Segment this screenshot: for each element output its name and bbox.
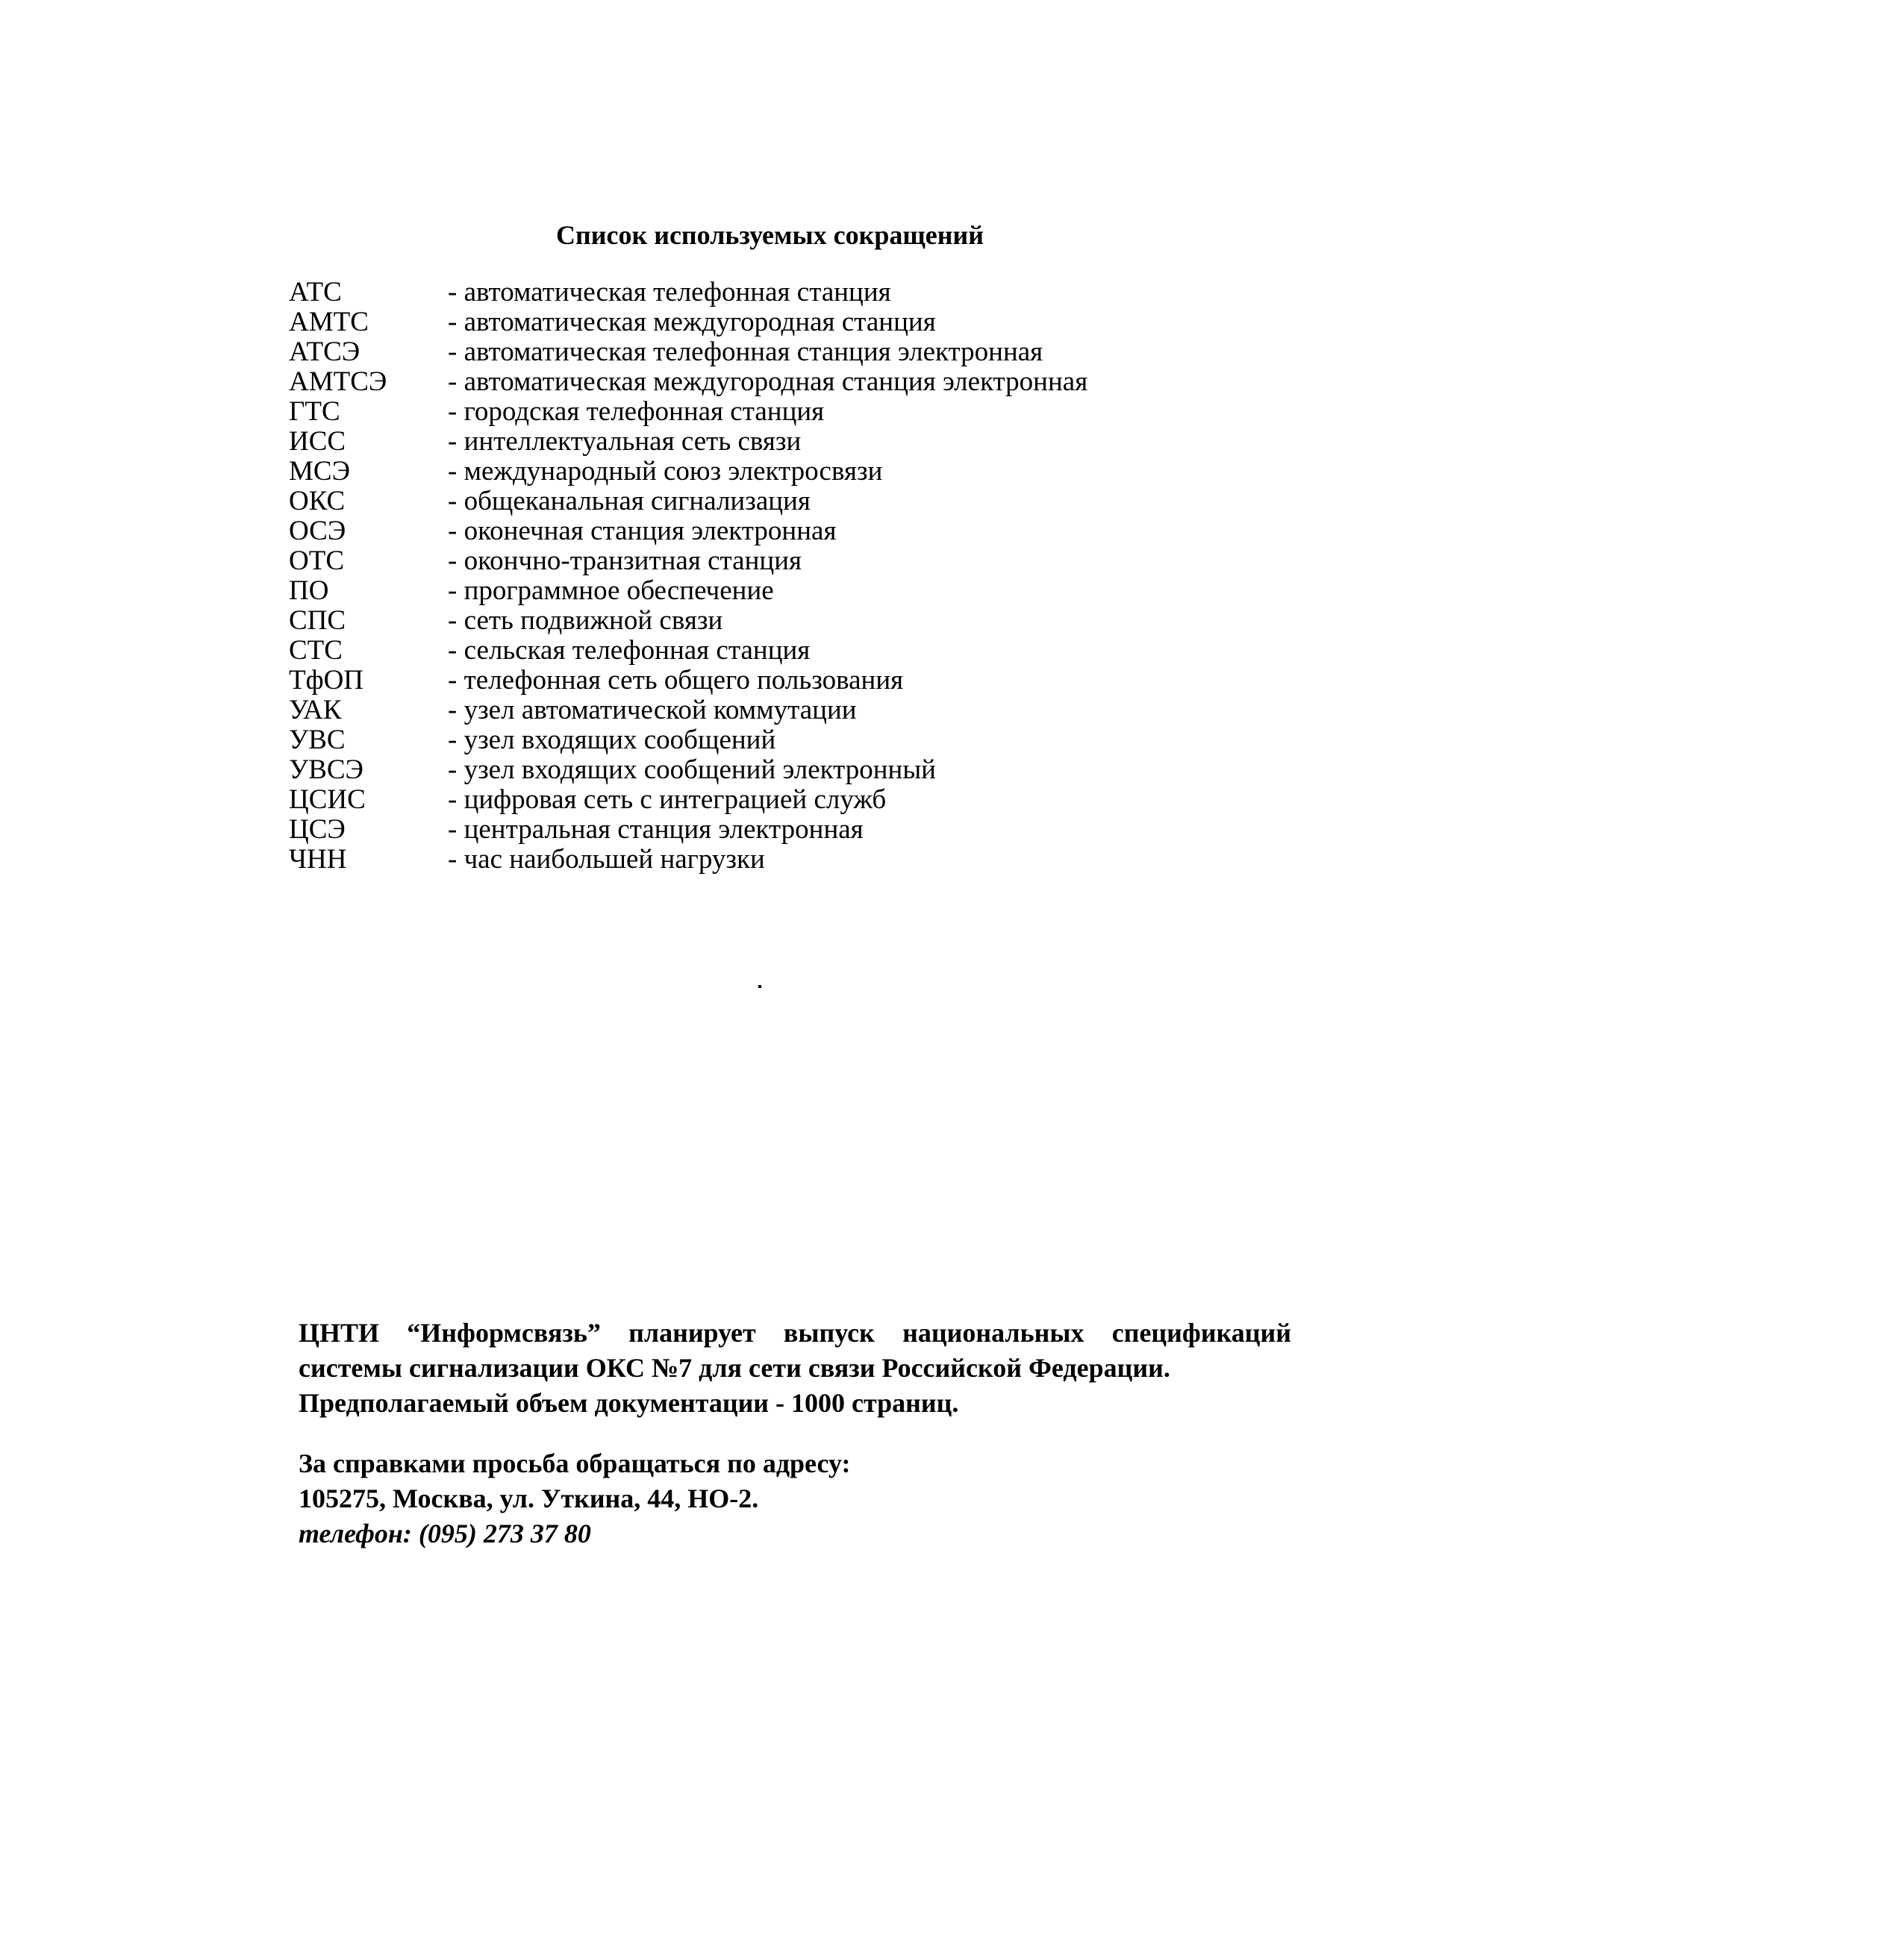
abbreviation-code: ТфОП (289, 665, 364, 695)
abbreviation-code: УВСЭ (289, 754, 363, 785)
abbreviation-code: ПО (289, 575, 329, 606)
list-item (289, 725, 1259, 755)
abbreviation-code: СПС (289, 605, 346, 636)
abbreviation-code: ОКС (289, 486, 346, 516)
abbreviation-definition: - городская телефонная станция (448, 396, 825, 427)
abbreviation-code: ЧНН (289, 844, 347, 875)
abbreviation-definition: - окончно-транзитная станция (448, 546, 802, 576)
abbreviation-definition: - автоматическая телефонная станция (448, 277, 891, 307)
notice-line: системы сигнализации ОКС №7 для сети связи Российской Федерации. (299, 1353, 1170, 1383)
abbreviation-code: ОСЭ (289, 516, 346, 546)
list-item (289, 636, 1259, 666)
abbreviation-definition: - автоматическая телефонная станция электронная (448, 337, 1043, 367)
abbreviation-code: УАК (289, 695, 342, 725)
list-item (289, 487, 1259, 516)
abbreviation-list (289, 278, 1259, 875)
abbreviation-definition: - сельская телефонная станция (448, 635, 811, 666)
abbreviation-code: ЦСИС (289, 784, 366, 815)
contact-line: За справками просьба обращаться по адресу: (299, 1448, 851, 1478)
abbreviation-definition: - международный союз электросвязи (448, 456, 883, 487)
publication-notice (299, 1316, 1291, 1421)
abbreviation-code: АТС (289, 277, 342, 307)
abbreviation-code: АМТС (289, 307, 369, 337)
notice-line: ЦНТИ “Информсвязь” планирует выпуск национальных спецификаций (299, 1318, 1291, 1348)
list-item (289, 397, 1259, 427)
abbreviation-definition: - узел входящих сообщений (448, 725, 776, 755)
notice-line: Предполагаемый объем документации - 1000 страниц. (299, 1388, 959, 1418)
abbreviation-definition: - цифровая сеть с интеграцией служб (448, 784, 887, 815)
list-item (289, 457, 1259, 487)
abbreviation-definition: - интеллектуальная сеть связи (448, 426, 802, 457)
list-item (289, 845, 1259, 875)
list-item (289, 785, 1259, 815)
list-item (289, 516, 1259, 546)
list-item (289, 695, 1259, 725)
abbreviation-code: ИСС (289, 426, 346, 457)
abbreviation-definition: - автоматическая междугородная станция электронная (448, 366, 1088, 397)
contact-address: 105275, Москва, ул. Уткина, 44, НО-2. (299, 1484, 759, 1513)
page-title: Список используемых сокращений (556, 220, 984, 250)
abbreviation-definition: - оконечная станция электронная (448, 516, 837, 546)
abbreviation-code: ГТС (289, 396, 340, 427)
list-item (289, 367, 1259, 397)
abbreviation-code: ЦСЭ (289, 814, 346, 845)
list-item (289, 576, 1259, 606)
abbreviation-code: МСЭ (289, 456, 351, 487)
abbreviation-definition: - общеканальная сигнализация (448, 486, 811, 516)
list-item (289, 606, 1259, 636)
abbreviation-definition: - автоматическая междугородная станция (448, 307, 936, 337)
abbreviation-code: УВС (289, 725, 346, 755)
abbreviation-definition: - телефонная сеть общего пользования (448, 665, 904, 695)
abbreviation-definition: - час наибольшей нагрузки (448, 844, 765, 875)
abbreviation-code: СТС (289, 635, 343, 666)
list-item (289, 278, 1259, 307)
abbreviation-definition: - сеть подвижной связи (448, 605, 723, 636)
contact-phone: телефон: (095) 273 37 80 (299, 1519, 591, 1548)
abbreviation-code: ОТС (289, 546, 344, 576)
list-item (289, 815, 1259, 845)
list-item (289, 427, 1259, 457)
contact-info (299, 1446, 851, 1551)
list-item (289, 337, 1259, 367)
abbreviation-code: АМТСЭ (289, 366, 387, 397)
abbreviation-definition: - узел автоматической коммутации (448, 695, 857, 725)
abbreviation-definition: - узел входящих сообщений электронный (448, 754, 936, 785)
list-item (289, 307, 1259, 337)
abbreviation-code: АТСЭ (289, 337, 360, 367)
abbreviation-definition: - программное обеспечение (448, 575, 774, 606)
list-item (289, 546, 1259, 576)
list-item (289, 666, 1259, 695)
list-item (289, 755, 1259, 785)
stray-dot (758, 985, 761, 988)
abbreviation-definition: - центральная станция электронная (448, 814, 864, 845)
